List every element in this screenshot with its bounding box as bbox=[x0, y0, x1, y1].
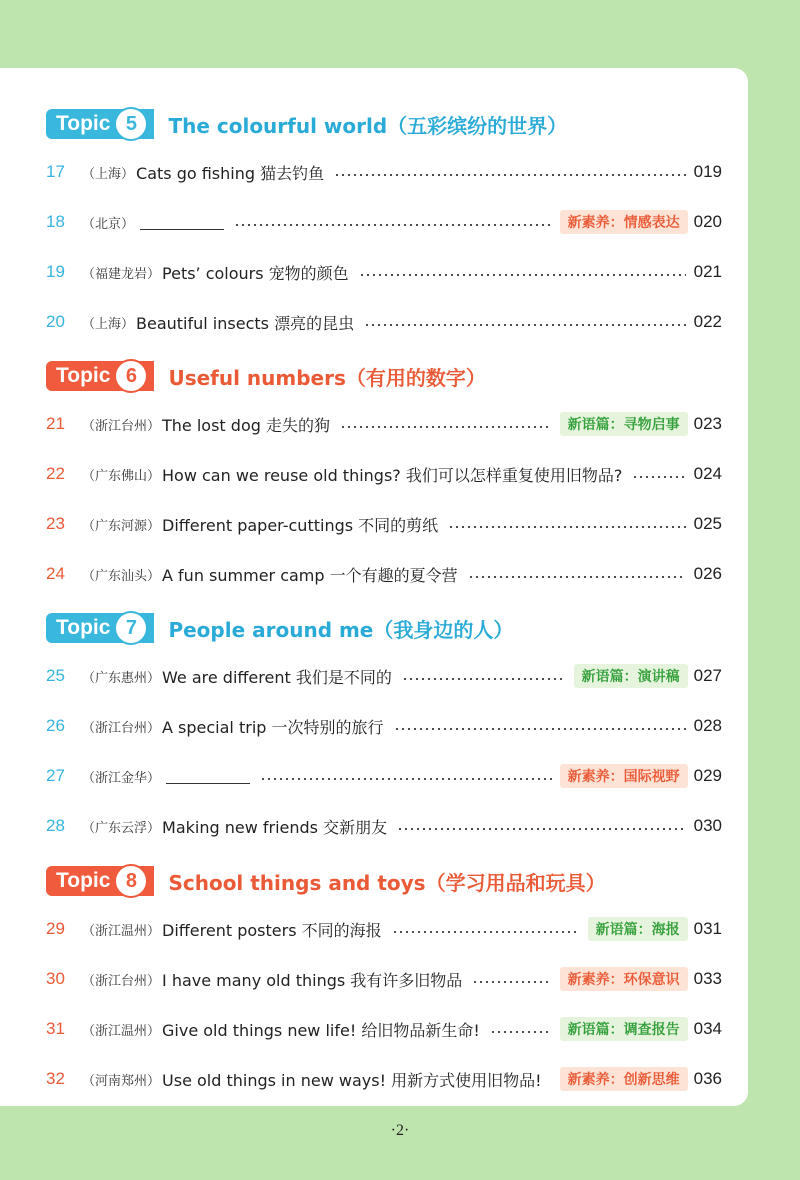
topic-header-8 bbox=[46, 861, 606, 901]
entry-number: 23 bbox=[46, 514, 65, 533]
entry-number: 20 bbox=[46, 312, 65, 331]
topic-badge bbox=[46, 109, 154, 139]
entry-number: 25 bbox=[46, 666, 65, 685]
entry-title: The lost dog 走失的狗 bbox=[162, 415, 330, 435]
toc-entry-28[interactable] bbox=[46, 810, 722, 842]
entry-region: （河南郑州） bbox=[82, 1073, 161, 1089]
dot-leader bbox=[340, 426, 552, 428]
entry-tag: 新素养：创新思维 bbox=[560, 1067, 688, 1091]
entry-number: 24 bbox=[46, 564, 65, 583]
entry-page: 029 bbox=[693, 766, 722, 785]
entry-region: （浙江台州） bbox=[82, 720, 161, 736]
toc-entry-22[interactable] bbox=[46, 458, 722, 490]
dot-leader bbox=[632, 476, 685, 478]
topic-label: Topic bbox=[56, 364, 111, 387]
topic-badge bbox=[46, 866, 154, 896]
entry-page: 027 bbox=[693, 666, 722, 685]
topic-number: 5 bbox=[114, 107, 148, 141]
entry-title: Beautiful insects 漂亮的昆虫 bbox=[136, 313, 355, 333]
entry-tag: 新语篇：调查报告 bbox=[560, 1017, 688, 1041]
entry-title: Give old things new life! 给旧物品新生命! bbox=[162, 1020, 480, 1040]
entry-title: Different posters 不同的海报 bbox=[162, 920, 382, 940]
topic-title: Useful numbers（有用的数字） bbox=[168, 365, 486, 390]
topic-badge bbox=[46, 613, 154, 643]
topic-title: The colourful world（五彩缤纷的世界） bbox=[168, 113, 568, 138]
topic-label: Topic bbox=[56, 112, 111, 135]
toc-entry-20[interactable] bbox=[46, 306, 722, 338]
entry-number: 32 bbox=[46, 1069, 65, 1088]
dot-leader bbox=[260, 778, 552, 780]
dot-leader bbox=[392, 931, 580, 933]
entry-region: （广东佛山） bbox=[82, 468, 161, 484]
topic-title: People around me（我身边的人） bbox=[168, 617, 514, 642]
entry-page: 028 bbox=[693, 716, 722, 735]
entry-region: （浙江温州） bbox=[82, 1023, 161, 1039]
entry-page: 023 bbox=[693, 414, 722, 433]
entry-number: 27 bbox=[46, 766, 65, 785]
dot-leader bbox=[472, 981, 551, 983]
entry-number: 28 bbox=[46, 816, 65, 835]
entry-number: 18 bbox=[46, 212, 65, 231]
entry-region: （北京） bbox=[82, 216, 135, 232]
toc-entry-19[interactable] bbox=[46, 256, 722, 288]
toc-entry-18[interactable] bbox=[46, 206, 722, 238]
entry-region: （广东惠州） bbox=[82, 670, 161, 686]
entry-title: Making new friends 交新朋友 bbox=[162, 817, 388, 837]
entry-page: 019 bbox=[693, 162, 722, 181]
entry-region: （广东云浮） bbox=[82, 820, 161, 836]
entry-page: 025 bbox=[693, 514, 722, 533]
entry-number: 30 bbox=[46, 969, 65, 988]
entry-tag: 新语篇：寻物启事 bbox=[560, 412, 688, 436]
page-number: ·2· bbox=[390, 1122, 410, 1139]
entry-title: Pets’ colours 宠物的颜色 bbox=[162, 263, 349, 283]
topic-label: Topic bbox=[56, 616, 111, 639]
toc-entry-31[interactable] bbox=[46, 1013, 722, 1045]
entry-page: 033 bbox=[693, 969, 722, 988]
dot-leader bbox=[490, 1031, 552, 1033]
entry-page: 031 bbox=[693, 919, 722, 938]
entry-number: 31 bbox=[46, 1019, 65, 1038]
topic-label: Topic bbox=[56, 869, 111, 892]
topic-header-5 bbox=[46, 104, 567, 144]
dot-leader bbox=[234, 224, 552, 226]
dot-leader bbox=[402, 678, 566, 680]
entry-region: （广东汕头） bbox=[82, 568, 161, 584]
entry-region: （上海） bbox=[82, 166, 135, 182]
topic-badge bbox=[46, 361, 154, 391]
entry-title: A special trip 一次特别的旅行 bbox=[162, 717, 384, 737]
toc-entry-17[interactable] bbox=[46, 156, 722, 188]
entry-number: 21 bbox=[46, 414, 65, 433]
entry-tag: 新素养：环保意识 bbox=[560, 967, 688, 991]
dot-leader bbox=[468, 576, 686, 578]
toc-entry-27[interactable] bbox=[46, 760, 722, 792]
entry-title: We are different 我们是不同的 bbox=[162, 667, 392, 687]
dot-leader bbox=[359, 274, 686, 276]
entry-tag: 新素养：情感表达 bbox=[560, 210, 688, 234]
entry-page: 020 bbox=[693, 212, 722, 231]
topic-title: School things and toys（学习用品和玩具） bbox=[168, 870, 606, 895]
entry-title: I have many old things 我有许多旧物品 bbox=[162, 970, 463, 990]
entry-tag: 新语篇：海报 bbox=[588, 917, 688, 941]
topic-number: 8 bbox=[114, 864, 148, 898]
entry-page: 026 bbox=[693, 564, 722, 583]
entry-region: （浙江台州） bbox=[82, 418, 161, 434]
entry-region: （福建龙岩） bbox=[82, 266, 161, 282]
entry-number: 29 bbox=[46, 919, 65, 938]
toc-entry-30[interactable] bbox=[46, 963, 722, 995]
toc-entry-24[interactable] bbox=[46, 558, 722, 590]
dot-leader bbox=[448, 526, 685, 528]
topic-number: 7 bbox=[114, 611, 148, 645]
dot-leader bbox=[397, 828, 686, 830]
toc-entry-29[interactable] bbox=[46, 913, 722, 945]
entry-tag: 新素养：国际视野 bbox=[560, 764, 688, 788]
title-blank-line bbox=[166, 769, 250, 784]
entry-tag: 新语篇：演讲稿 bbox=[574, 664, 688, 688]
entry-region: （广东河源） bbox=[82, 518, 161, 534]
entry-region: （浙江金华） bbox=[82, 770, 161, 786]
entry-page: 022 bbox=[693, 312, 722, 331]
entry-page: 021 bbox=[693, 262, 722, 281]
entry-title: How can we reuse old things? 我们可以怎样重复使用旧物品? bbox=[162, 465, 623, 485]
dot-leader bbox=[364, 324, 686, 326]
entry-page: 034 bbox=[693, 1019, 722, 1038]
dot-leader bbox=[394, 728, 686, 730]
toc-entry-21[interactable] bbox=[46, 408, 722, 440]
toc-entry-23[interactable] bbox=[46, 508, 722, 540]
entry-region: （上海） bbox=[82, 316, 135, 332]
entry-title: Cats go fishing 猫去钓鱼 bbox=[136, 163, 325, 183]
entry-page: 024 bbox=[693, 464, 722, 483]
entry-region: （浙江温州） bbox=[82, 923, 161, 939]
entry-page: 030 bbox=[693, 816, 722, 835]
topic-number: 6 bbox=[114, 359, 148, 393]
toc-entry-25[interactable] bbox=[46, 660, 722, 692]
topic-header-7 bbox=[46, 608, 513, 648]
entry-number: 17 bbox=[46, 162, 65, 181]
entry-title: Different paper-cuttings 不同的剪纸 bbox=[162, 515, 439, 535]
topic-header-6 bbox=[46, 356, 486, 396]
title-blank-line bbox=[140, 215, 224, 230]
toc-entry-26[interactable] bbox=[46, 710, 722, 742]
entry-number: 26 bbox=[46, 716, 65, 735]
dot-leader bbox=[334, 174, 686, 176]
entry-number: 22 bbox=[46, 464, 65, 483]
entry-page: 036 bbox=[693, 1069, 722, 1088]
entry-title: Use old things in new ways! 用新方式使用旧物品! bbox=[162, 1070, 542, 1090]
entry-number: 19 bbox=[46, 262, 65, 281]
entry-title: A fun summer camp 一个有趣的夏令营 bbox=[162, 565, 458, 585]
toc-entry-32[interactable] bbox=[46, 1063, 722, 1095]
entry-region: （浙江台州） bbox=[82, 973, 161, 989]
